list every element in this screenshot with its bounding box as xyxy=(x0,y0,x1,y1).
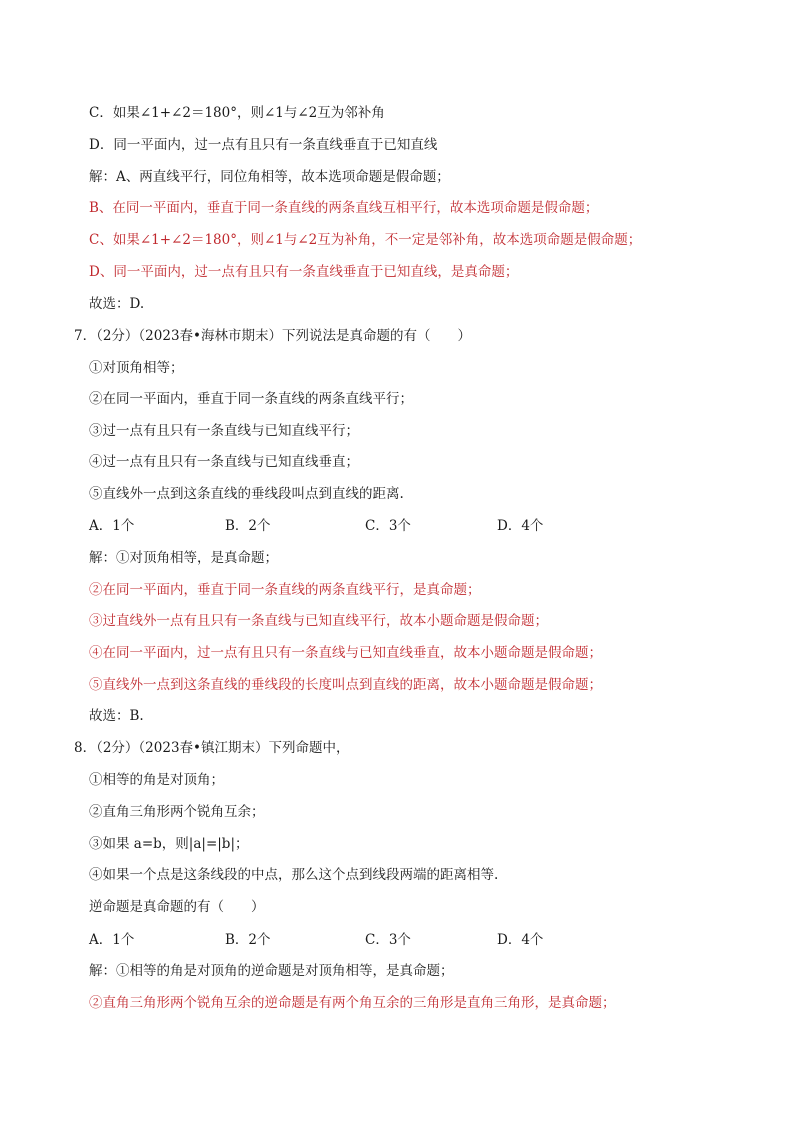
q7-item: ④过一点有且只有一条直线与已知直线垂直； xyxy=(89,454,359,470)
option-d: D．同一平面内，过一点有且只有一条直线垂直于已知直线 xyxy=(89,137,438,153)
q8-item: ②直角三角形两个锐角互余； xyxy=(89,804,265,820)
q8-item: ①相等的角是对顶角； xyxy=(89,772,224,788)
solution-line: 解：A、两直线平行，同位角相等，故本选项命题是假命题； xyxy=(89,169,450,185)
q7-answer: 故选：B. xyxy=(89,708,144,724)
choice-d: D．4个 xyxy=(497,518,544,534)
question-8-stem: 8．（2分）（2023春•镇江期末）下列命题中， xyxy=(74,740,350,756)
choice-a: A．1个 xyxy=(89,932,135,948)
q8-choices xyxy=(89,931,609,949)
solution-line: C、如果∠1+∠2＝180°，则∠1与∠2互为补角，不一定是邻补角，故本选项命题是假命题； xyxy=(89,232,642,248)
q7-item: ①对顶角相等； xyxy=(89,360,184,376)
q8-solution-line: 解：①相等的角是对顶角的逆命题是对顶角相等，是真命题； xyxy=(89,963,454,979)
solution-line: D、同一平面内，过一点有且只有一条直线垂直于已知直线，是真命题； xyxy=(89,264,519,280)
choice-c: C．3个 xyxy=(365,518,411,534)
q8-item: ③如果 a=b，则|a|=|b|； xyxy=(89,836,249,852)
solution-line: B、在同一平面内，垂直于同一条直线的两条直线互相平行，故本选项命题是假命题； xyxy=(89,200,599,216)
choice-a: A．1个 xyxy=(89,518,135,534)
q8-question: 逆命题是真命题的有（ ） xyxy=(89,899,265,915)
choice-c: C．3个 xyxy=(365,932,411,948)
q8-solution-line: ②直角三角形两个锐角互余的逆命题是有两个角互余的三角形是直角三角形，是真命题； xyxy=(89,995,616,1011)
choice-d: D．4个 xyxy=(497,932,544,948)
q7-solution-line: ②在同一平面内，垂直于同一条直线的两条直线平行，是真命题； xyxy=(89,582,481,598)
q7-item: ②在同一平面内，垂直于同一条直线的两条直线平行； xyxy=(89,391,413,407)
answer-line: 故选：D. xyxy=(89,296,145,312)
q7-choices xyxy=(89,517,609,535)
question-7-stem: 7．（2分）（2023春•海林市期末）下列说法是真命题的有（ ） xyxy=(74,328,471,344)
q7-solution-line: 解：①对顶角相等，是真命题； xyxy=(89,550,278,566)
choice-b: B．2个 xyxy=(225,932,271,948)
q7-solution-line: ④在同一平面内，过一点有且只有一条直线与已知直线垂直，故本小题命题是假命题； xyxy=(89,645,602,661)
q8-item: ④如果一个点是这条线段的中点，那么这个点到线段两端的距离相等. xyxy=(89,867,499,883)
q7-item: ⑤直线外一点到这条直线的垂线段叫点到直线的距离. xyxy=(89,486,404,502)
choice-b: B．2个 xyxy=(225,518,271,534)
q7-solution-line: ⑤直线外一点到这条直线的垂线段的长度叫点到直线的距离，故本小题命题是假命题； xyxy=(89,677,602,693)
option-c: C．如果∠1+∠2＝180°，则∠1与∠2互为邻补角 xyxy=(89,105,385,121)
q7-item: ③过一点有且只有一条直线与已知直线平行； xyxy=(89,423,359,439)
q7-solution-line: ③过直线外一点有且只有一条直线与已知直线平行，故本小题命题是假命题； xyxy=(89,613,548,629)
